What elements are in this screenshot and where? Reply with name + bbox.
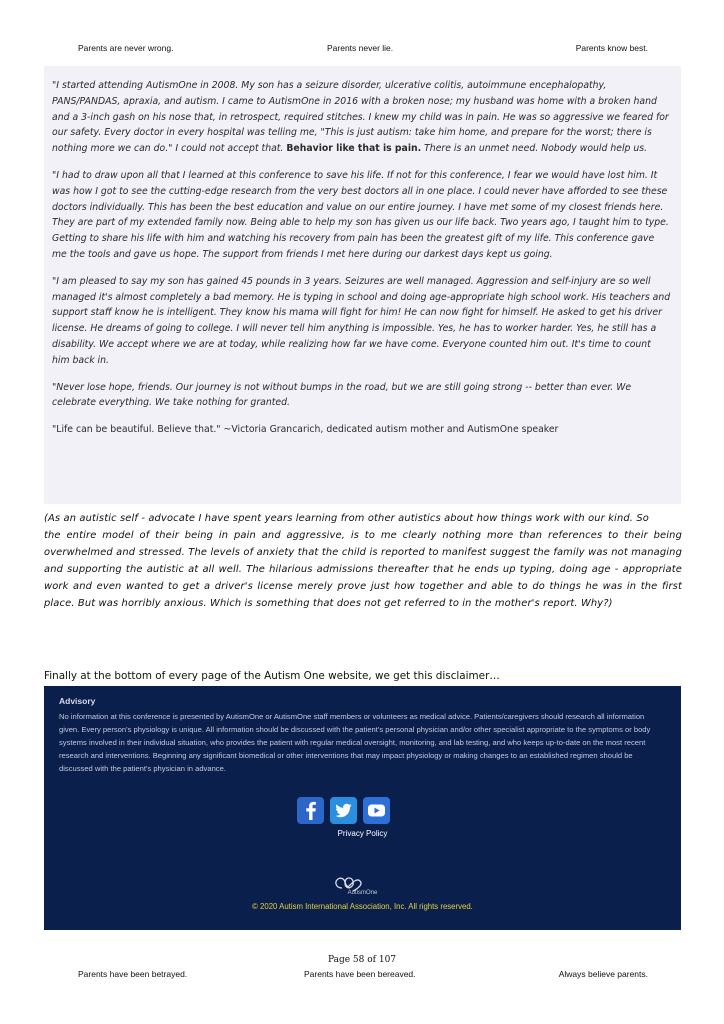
quote-p1-end: There is an unmet need. Nobody would help us. (421, 143, 648, 155)
advisory-title: Advisory (59, 696, 96, 706)
autismone-logo-text: AutismOne (347, 890, 378, 896)
author-commentary (44, 510, 682, 613)
page-footer (0, 969, 724, 983)
quote-paragraph-2: "I had to draw upon all that I learned at this conference to save his life. If not for this conference, I fear we would have lost him. It was how I got to see the cutting-edge research from the very best doctors all in one place. I could never have afforded to see these doctors individually. This has been the best education and value on our entire journey. I have met some of my closest friends here. They are part of my extended family now. Being able to help my son has given us our life back. Two years ago, I taught him to type. Getting to share his life with him and watching his recovery from pain has been the greatest gift of my life. This conference gave me the tools and gave us hope. The support from friends I met here during our darkest days kept us going. (52, 169, 669, 260)
header-right-text: Parents know best. (575, 43, 648, 53)
commentary-line-1: (As an autistic self - advocate I have spent years learning from other autistics about how things work with our kind. So (44, 513, 649, 524)
commentary-body: the entire model of their being in pain and aggressive, is to me clearly nothing more than references to their being overwhelmed and stressed. The levels of anxiety that the child is reported to manifest suggest the family was not managing and supporting the autistic at all well. The hilarious admissions thereafter that he ends up typing, doing age - appropriate work and even wanted to get a driver's license merely prove just how together and able to do things he was in the first place. But was horribly anxious. Which is something that does not get referred to in the mother's report. Why?) (44, 530, 682, 610)
disclaimer-intro: Finally at the bottom of every page of the Autism One website, we get this disclaimer… (44, 670, 500, 682)
testimonial-quote-box (44, 66, 681, 504)
quote-p1-start: "I started attending AutismOne in 2008. My son has a seizure disorder, ulcerative colitis, autoimmune encephalopathy, PANS/PANDAS, apraxia, and autism. I came to AutismOne in 2016 with a broken nose; my husband was home with a broken hand and a 3-inch gash on his nose that, in retrospect, required stitches. I knew my child was in pain. He was so aggressive we feared for our safety. Every doctor in every hospital was telling me, "This is just autism: take him home, and prepare for the worst; there is nothing more we can do." I could not accept that. (52, 80, 669, 155)
page-number: Page 58 of 107 (327, 955, 397, 965)
footer-right-text: Always believe parents. (558, 969, 648, 979)
advisory-screenshot (44, 686, 681, 930)
quote-p1-bold: Behavior like that is pain. (286, 143, 422, 155)
privacy-policy-link[interactable]: Privacy Policy (337, 829, 388, 838)
copyright-notice: © 2020 Autism International Association, Inc. All rights reserved. (252, 902, 473, 911)
quote-paragraph-4: "Never lose hope, friends. Our journey is not without bumps in the road, but we are still going strong -- better than ever. We celebrate everything. We take nothing for granted. (52, 381, 632, 409)
header-center-text: Parents never lie. (327, 43, 394, 53)
footer-left-text: Parents have been betrayed. (78, 969, 188, 979)
quote-signature: "Life can be beautiful. Believe that." ~Victoria Grancarich, dedicated autism mother and AutismOne speaker (52, 424, 559, 436)
twitter-icon[interactable] (330, 797, 357, 824)
header-left-text: Parents are never wrong. (78, 43, 174, 53)
youtube-icon[interactable] (363, 797, 390, 824)
quote-paragraph-3: "I am pleased to say my son has gained 45 pounds in 3 years. Seizures are well managed. Aggression and self-injury are so well managed it's almost completely a bad memory. He is typing in school and doing age-appropriate high school work. His teachers and support staff know he is intelligent. They know his mama will fight for him! He can now fight for himself. He asked to get his driver license. He dreams of going to college. I will never tell him anything is impossible. Yes, he has to worker harder. Yes, he still has a disability. We accept where we are at today, while realizing how far we have come. Everyone counted him out. It's time to count him back in. (52, 275, 671, 366)
quote-paragraph-1 (52, 78, 671, 157)
footer-center-text: Parents have been bereaved. (304, 969, 416, 979)
page-header (0, 43, 724, 57)
facebook-icon[interactable] (297, 797, 324, 824)
advisory-text: No information at this conference is presented by AutismOne or AutismOne staff members or volunteers as medical advice. Patients/caregivers should research all information given. Every person's physiology is unique. All information should be discussed with the patient's personal physician and/or other specialist appropriate to the symptoms or body systems involved in their individual situation, who provides the patient with regular medical oversight, monitoring, and lab testing, and who keeps up-to-date on the most recent research and interventions. Beginning any significant biomedical or other interventions that may impact physiology or making changes to an established regimen should be discussed with the patient's physician in advance. (59, 712, 651, 773)
